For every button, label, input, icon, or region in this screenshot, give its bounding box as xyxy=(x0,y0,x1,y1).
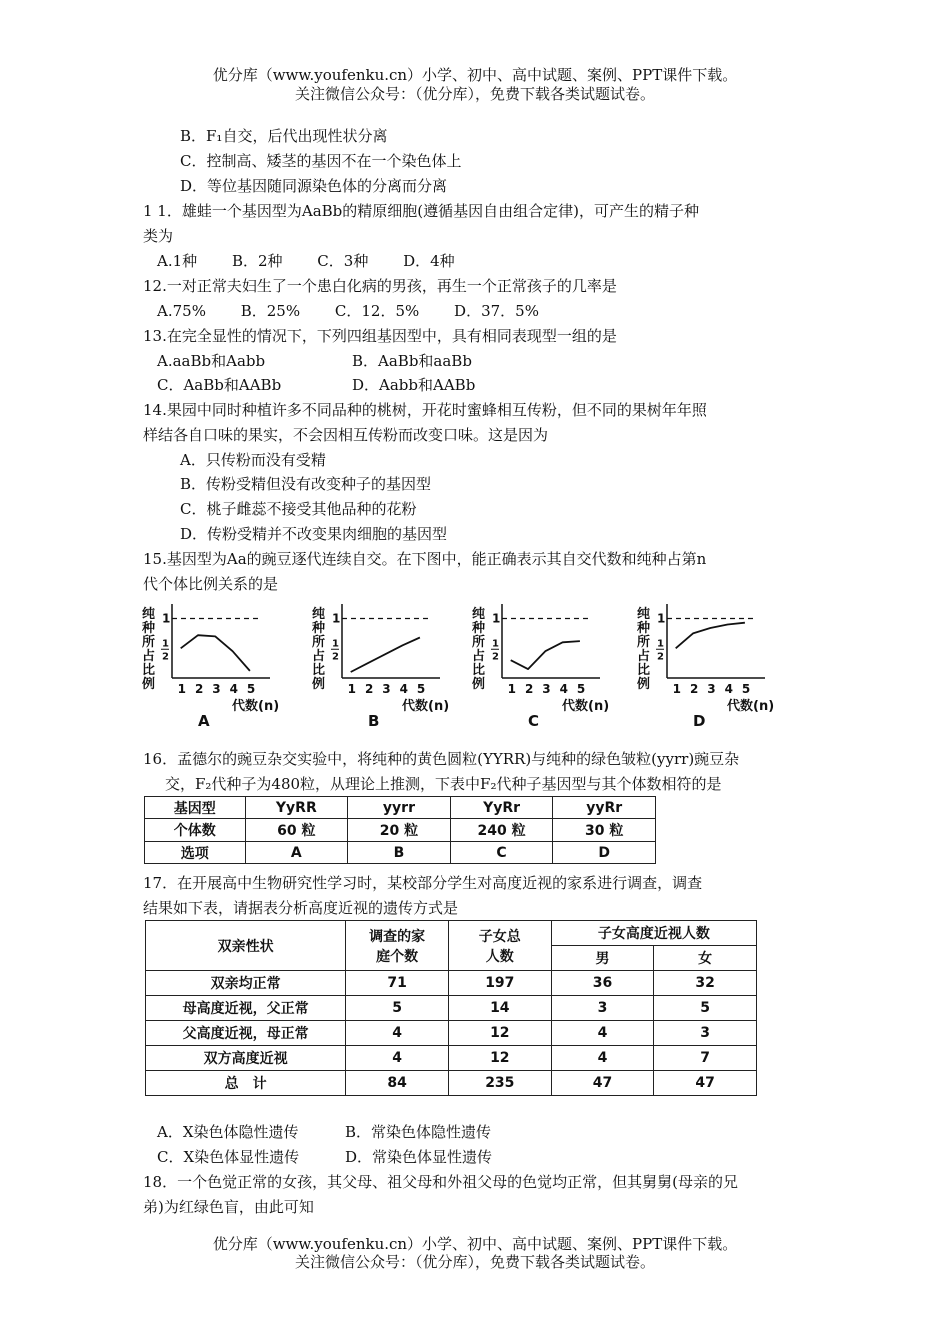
q14-option-a: A．只传粉而没有受精 xyxy=(180,451,326,469)
y-axis-label-char: 所 xyxy=(142,635,156,650)
q16-cell: B xyxy=(348,842,451,864)
q16-cell: 30 粒 xyxy=(553,819,656,842)
q12-stem: 12.一对正常夫妇生了一个患白化病的男孩，再生一个正常孩子的几率是 xyxy=(143,277,617,295)
q15-charts xyxy=(140,596,790,736)
y-axis-label-char: 比 xyxy=(312,663,326,678)
q16-stem-2: 交，F₂代种子为480粒，从理论上推测，下表中F₂代种子基因型与其个体数相符的是 xyxy=(165,775,722,793)
y-axis-label-char: 比 xyxy=(637,663,651,678)
q17-cell: 36 xyxy=(551,971,654,996)
q17-cell: 5 xyxy=(346,996,449,1021)
q17-cell: 3 xyxy=(654,1021,757,1046)
q17-header-families-2: 庭个数 xyxy=(376,948,419,965)
y-tick-label-one: 1 xyxy=(162,611,171,626)
x-tick-label: 2 xyxy=(194,682,204,696)
q11-option-c: C．3种 xyxy=(317,252,369,270)
q16-cell: YyRr xyxy=(450,797,553,819)
y-axis-label-char: 占 xyxy=(472,649,486,664)
q16-stem-1: 16．孟德尔的豌豆杂交实验中，将纯种的黄色圆粒(YYRR)与纯种的绿色皱粒(yyrr)豌豆杂 xyxy=(143,750,740,768)
series-line-A xyxy=(181,635,250,671)
q11-options xyxy=(157,251,455,271)
y-tick-label-one: 1 xyxy=(492,611,501,626)
q17-cell: 7 xyxy=(654,1046,757,1071)
y-axis-label-char: 例 xyxy=(312,677,326,692)
y-tick-label-half-num: 1 xyxy=(492,638,499,650)
y-axis-label-char: 种 xyxy=(637,621,651,636)
q16-cell: C xyxy=(450,842,553,864)
x-tick-label: 1 xyxy=(177,682,187,696)
q13-option-a: A.aaBb和Aabb xyxy=(157,352,266,370)
y-axis-label-char: 占 xyxy=(312,649,326,664)
q11-option-b: B．2种 xyxy=(231,252,283,270)
q17-cell: 4 xyxy=(346,1046,449,1071)
chart-option-label: C xyxy=(528,712,540,730)
x-tick-label: 3 xyxy=(212,682,221,696)
q17-option-b: B．常染色体隐性遗传 xyxy=(345,1123,492,1141)
q17-table-row xyxy=(146,1071,757,1096)
x-tick-label: 4 xyxy=(559,682,568,696)
y-axis-label-char: 种 xyxy=(142,621,156,636)
y-tick-label-half-den: 2 xyxy=(492,651,499,663)
y-axis-label-char: 占 xyxy=(637,649,651,664)
q16-cell: 240 粒 xyxy=(450,819,553,842)
q17-cell: 32 xyxy=(654,971,757,996)
q13-option-b: B．AaBb和aaBb xyxy=(352,352,472,370)
q10-option-b: B．F₁自交，后代出现性状分离 xyxy=(180,127,388,145)
x-axis-label: 代数(n) xyxy=(232,699,280,714)
q14-option-c: C．桃子雌蕊不接受其他品种的花粉 xyxy=(180,500,417,518)
q14-option-d: D．传粉受精并不改变果肉细胞的基因型 xyxy=(180,525,448,543)
x-tick-label: 3 xyxy=(707,682,716,696)
q16-cell: yyRr xyxy=(553,797,656,819)
q17-header-myopia: 子女高度近视人数 xyxy=(551,921,756,946)
y-axis-label-char: 所 xyxy=(472,635,486,650)
q17-cell: 总 计 xyxy=(146,1071,346,1096)
q12-option-a: A.75% xyxy=(157,302,206,320)
q13-option-d: D．Aabb和AABb xyxy=(352,376,476,394)
footer-line-2: 关注微信公众号：（优分库），免费下载各类试题试卷。 xyxy=(294,1253,655,1271)
q16-cell: 选项 xyxy=(145,842,246,864)
y-axis-label-char: 例 xyxy=(142,677,156,692)
q16-cell: D xyxy=(553,842,656,864)
y-tick-label-half-den: 2 xyxy=(162,651,169,663)
chart-option-label: D xyxy=(693,712,706,730)
q17-cell: 47 xyxy=(551,1071,654,1096)
q17-cell: 4 xyxy=(551,1046,654,1071)
q12-option-c: C．12．5% xyxy=(334,302,420,320)
series-line-B xyxy=(351,638,420,673)
q17-cell: 4 xyxy=(551,1021,654,1046)
q17-option-a: A．X染色体隐性遗传 xyxy=(157,1123,299,1141)
x-tick-label: 2 xyxy=(364,682,374,696)
x-tick-label: 1 xyxy=(507,682,517,696)
q16-cell: yyrr xyxy=(348,797,451,819)
q17-option-c: C．X染色体显性遗传 xyxy=(157,1148,300,1166)
header-line-2: 关注微信公众号：（优分库），免费下载各类试题试卷。 xyxy=(294,85,655,103)
series-line-C xyxy=(511,641,580,669)
q16-cell: 20 粒 xyxy=(348,819,451,842)
q17-table-row xyxy=(146,971,757,996)
q17-cell: 父高度近视，母正常 xyxy=(146,1021,346,1046)
q17-cell: 母高度近视，父正常 xyxy=(146,996,346,1021)
q17-cell: 235 xyxy=(448,1071,551,1096)
y-tick-label-one: 1 xyxy=(657,611,666,626)
x-axis-label: 代数(n) xyxy=(727,699,775,714)
q17-header-parent: 双亲性状 xyxy=(146,921,346,971)
q17-header-male: 男 xyxy=(551,946,654,971)
q16-cell: YyRR xyxy=(245,797,348,819)
y-axis-label-char: 纯 xyxy=(312,607,326,622)
q17-cell: 84 xyxy=(346,1071,449,1096)
q16-table-row xyxy=(145,819,656,842)
y-tick-label-half-den: 2 xyxy=(332,651,339,663)
q17-header-row xyxy=(146,921,757,946)
y-tick-label-one: 1 xyxy=(332,611,341,626)
q10-option-d: D．等位基因随同源染色体的分离而分离 xyxy=(180,177,448,195)
q17-cell: 5 xyxy=(654,996,757,1021)
q12-option-b: B．25% xyxy=(240,302,301,320)
q17-table-row xyxy=(146,1046,757,1071)
y-axis-label-char: 纯 xyxy=(472,607,486,622)
q10-option-c: C．控制高、矮茎的基因不在一个染色体上 xyxy=(180,152,462,170)
x-tick-label: 1 xyxy=(347,682,357,696)
q17-cell: 3 xyxy=(551,996,654,1021)
x-tick-label: 2 xyxy=(689,682,699,696)
q17-cell: 14 xyxy=(448,996,551,1021)
x-tick-label: 5 xyxy=(741,682,751,696)
y-tick-label-half-den: 2 xyxy=(657,651,664,663)
q17-cell: 47 xyxy=(654,1071,757,1096)
x-tick-label: 5 xyxy=(246,682,256,696)
q16-cell: 个体数 xyxy=(145,819,246,842)
q17-header-children-1: 子女总 xyxy=(478,928,521,945)
q17-table-row xyxy=(146,996,757,1021)
x-tick-label: 4 xyxy=(229,682,238,696)
q14-option-b: B．传粉受精但没有改变种子的基因型 xyxy=(180,475,432,493)
q17-header-female: 女 xyxy=(654,946,757,971)
q15-stem-1: 15.基因型为Aa的豌豆逐代连续自交。在下图中，能正确表示其自交代数和纯种占第n xyxy=(143,550,707,568)
q15-stem-2: 代个体比例关系的是 xyxy=(143,575,279,593)
q16-table xyxy=(144,796,656,864)
q17-table-row xyxy=(146,1021,757,1046)
q17-cell: 12 xyxy=(448,1021,551,1046)
x-axis-label: 代数(n) xyxy=(402,699,450,714)
q17-cell: 197 xyxy=(448,971,551,996)
q14-stem-2: 样结各自口味的果实，不会因相互传粉而改变口味。这是因为 xyxy=(143,426,549,444)
q16-table-row xyxy=(145,842,656,864)
chart-option-label: A xyxy=(198,712,210,730)
y-axis-label-char: 占 xyxy=(142,649,156,664)
q17-cell: 71 xyxy=(346,971,449,996)
q11-stem-1: 1 1．雄蛙一个基因型为AaBb的精原细胞(遵循基因自由组合定律)，可产生的精子种 xyxy=(143,202,699,220)
q17-header-children-2: 人数 xyxy=(485,948,514,965)
q13-stem: 13.在完全显性的情况下，下列四组基因型中，具有相同表现型一组的是 xyxy=(143,327,617,345)
q12-option-d: D．37．5% xyxy=(454,302,539,320)
q11-option-a: A.1种 xyxy=(157,252,198,270)
q16-cell: A xyxy=(245,842,348,864)
q12-options xyxy=(157,301,539,321)
y-axis-label-char: 所 xyxy=(637,635,651,650)
q17-header-children xyxy=(448,921,551,971)
y-axis-label-char: 种 xyxy=(472,621,486,636)
q16-table-row xyxy=(145,797,656,819)
y-tick-label-half-num: 1 xyxy=(657,638,664,650)
y-axis-label-char: 例 xyxy=(472,677,486,692)
q17-option-d: D．常染色体显性遗传 xyxy=(345,1148,493,1166)
q11-option-d: D．4种 xyxy=(403,252,455,270)
q17-cell: 双方高度近视 xyxy=(146,1046,346,1071)
q17-header-families xyxy=(346,921,449,971)
y-tick-label-half-num: 1 xyxy=(332,638,339,650)
y-axis-label-char: 纯 xyxy=(637,607,651,622)
y-tick-label-half-num: 1 xyxy=(162,638,169,650)
y-axis-label-char: 比 xyxy=(142,663,156,678)
q17-cell: 4 xyxy=(346,1021,449,1046)
y-axis-label-char: 比 xyxy=(472,663,486,678)
x-tick-label: 5 xyxy=(576,682,586,696)
q17-stem-1: 17．在开展高中生物研究性学习时，某校部分学生对高度近视的家系进行调查，调查 xyxy=(143,874,703,892)
y-axis-label-char: 例 xyxy=(637,677,651,692)
q17-table xyxy=(145,920,757,1096)
q18-stem-2: 弟)为红绿色盲，由此可知 xyxy=(143,1198,314,1216)
q17-header-families-1: 调查的家 xyxy=(369,928,426,945)
x-tick-label: 4 xyxy=(724,682,733,696)
x-tick-label: 4 xyxy=(399,682,408,696)
x-axis-label: 代数(n) xyxy=(562,699,610,714)
q14-stem-1: 14.果园中同时种植许多不同品种的桃树，开花时蜜蜂相互传粉，但不同的果树年年照 xyxy=(143,401,707,419)
q18-stem-1: 18．一个色觉正常的女孩，其父母、祖父母和外祖父母的色觉均正常，但其舅舅(母亲的兄 xyxy=(143,1173,738,1191)
series-line-D xyxy=(676,623,745,649)
q16-cell: 基因型 xyxy=(145,797,246,819)
q17-stem-2: 结果如下表，请据表分析高度近视的遗传方式是 xyxy=(143,899,459,917)
chart-option-label: B xyxy=(368,712,380,730)
x-tick-label: 3 xyxy=(542,682,551,696)
q16-cell: 60 粒 xyxy=(245,819,348,842)
y-axis-label-char: 纯 xyxy=(142,607,156,622)
q17-cell: 12 xyxy=(448,1046,551,1071)
header-line-1: 优分库（www.youfenku.cn）小学、初中、高中试题、案例、PPT课件下载。 xyxy=(212,66,738,84)
x-tick-label: 1 xyxy=(672,682,682,696)
q11-stem-2: 类为 xyxy=(143,227,174,245)
q13-option-c: C．AaBb和AABb xyxy=(157,376,282,394)
y-axis-label-char: 所 xyxy=(312,635,326,650)
footer-line-1: 优分库（www.youfenku.cn）小学、初中、高中试题、案例、PPT课件下载。 xyxy=(212,1235,738,1253)
y-axis-label-char: 种 xyxy=(312,621,326,636)
x-tick-label: 3 xyxy=(382,682,391,696)
x-tick-label: 5 xyxy=(416,682,426,696)
x-tick-label: 2 xyxy=(524,682,534,696)
q17-cell: 双亲均正常 xyxy=(146,971,346,996)
